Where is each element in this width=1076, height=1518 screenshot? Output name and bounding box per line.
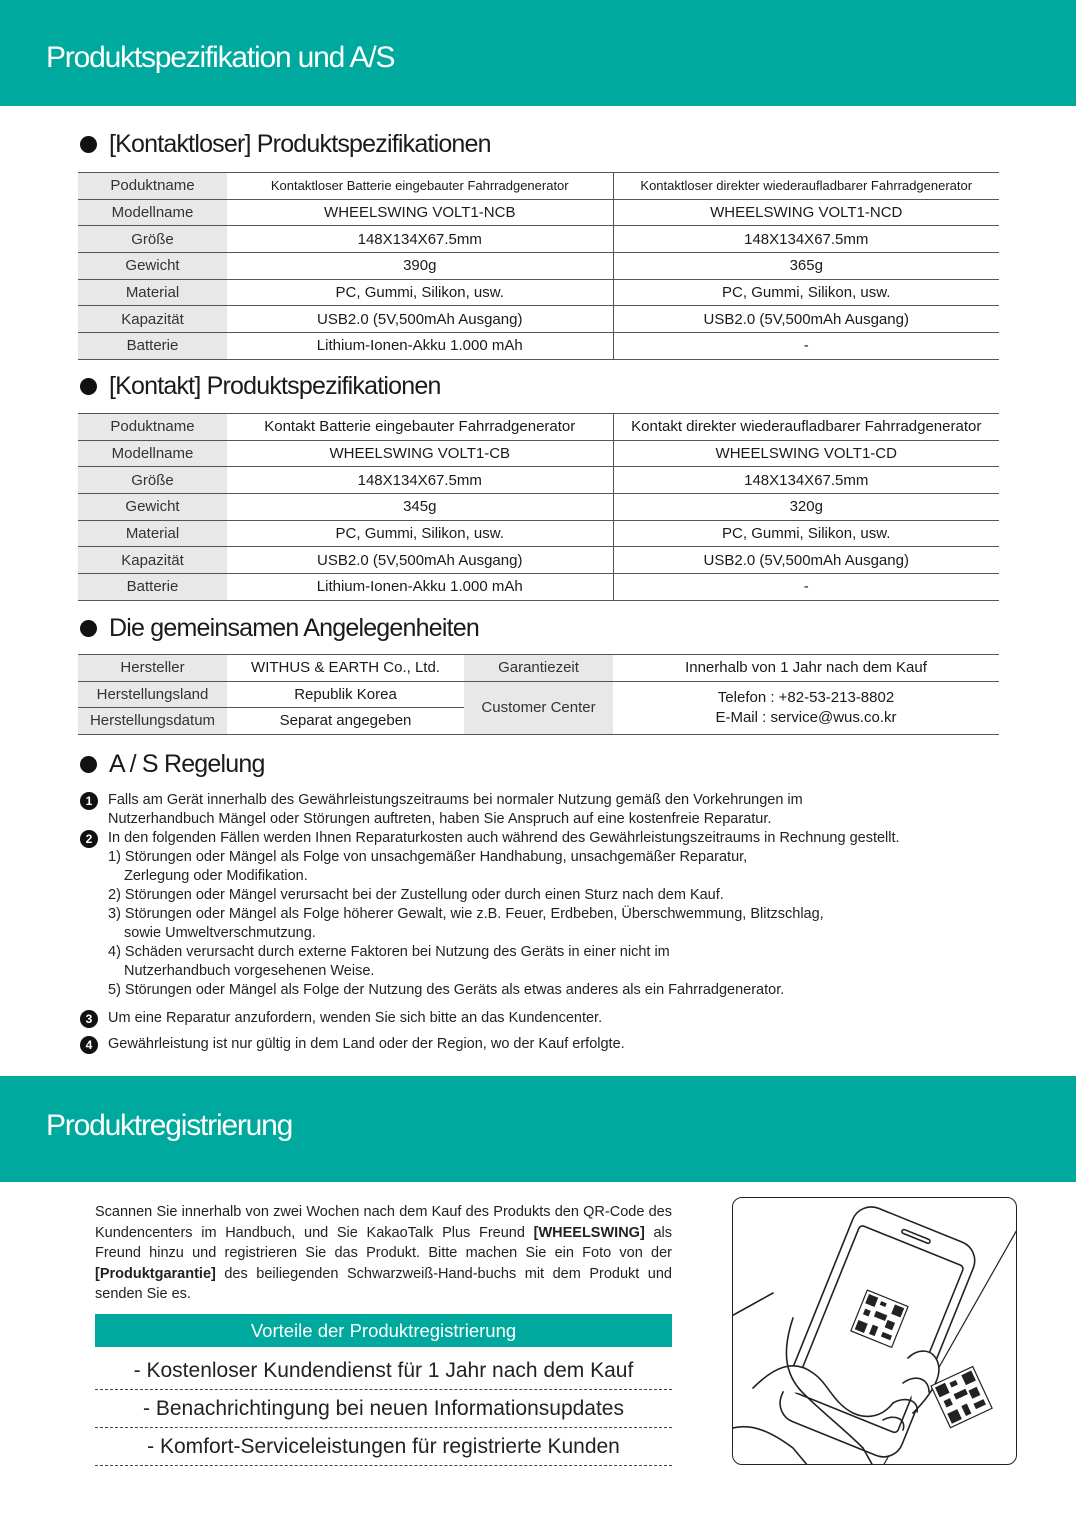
spec-value-2: Kontakt direkter wiederaufladbarer Fahrradgenerator (613, 414, 999, 441)
spec-label: Gewicht (78, 253, 227, 280)
spec-value-1: USB2.0 (5V,500mAh Ausgang) (227, 306, 613, 333)
benefits-title-bar: Vorteile der Produktregistrierung (95, 1314, 672, 1347)
spec-row (78, 279, 999, 306)
registration-text-part: als Freund hinzu und registrieren Sie das Produkt. Bitte machen Sie ein Foto von der (95, 1224, 672, 1261)
spec-value-1: 345g (227, 494, 613, 521)
registration-text-part: des beiliegenden Schwarzweiß-Hand-buchs mit dem Produkt und senden Sie es. (95, 1265, 672, 1302)
number-2-icon: 2 (80, 830, 98, 848)
spec-label: Größe (78, 467, 227, 494)
spec-banner (0, 0, 1076, 106)
spec-value-1: Lithium-Ionen-Akku 1.000 mAh (227, 333, 613, 360)
as-rule-text: Um eine Reparatur anzufordern, wenden Sie sich bitte an das Kundencenter. (108, 1010, 603, 1026)
spec-value-2: WHEELSWING VOLT1-CD (613, 440, 999, 467)
spec-value-1: Kontakt Batterie eingebauter Fahrradgenerator (227, 414, 613, 441)
as-subitem-cont: Nutzerhandbuch vorgesehenen Weise. (124, 963, 375, 979)
spec-row (78, 253, 999, 280)
common-info-table (78, 654, 999, 735)
section-contactless-title (80, 130, 491, 159)
registration-instructions (95, 1202, 672, 1305)
spec-value-2: Kontaktloser direkter wiederaufladbarer Fahrradgenerator (613, 173, 999, 200)
spec-row (78, 226, 999, 253)
spec-value-2: PC, Gummi, Silikon, usw. (613, 279, 999, 306)
as-rule-item (80, 1009, 1007, 1028)
spec-value-1: PC, Gummi, Silikon, usw. (227, 520, 613, 547)
spec-value-2: - (613, 574, 999, 601)
benefit-item: - Kostenloser Kundendienst für 1 Jahr nach dem Kauf (95, 1352, 672, 1390)
section-as-title (80, 750, 265, 779)
spec-row (78, 547, 999, 574)
spec-label: Modellname (78, 440, 227, 467)
land-label: Herstellungsland (78, 681, 227, 708)
land-value: Republik Korea (227, 681, 464, 708)
center-label: Customer Center (464, 681, 613, 734)
spec-row (78, 414, 999, 441)
spec-value-1: 390g (227, 253, 613, 280)
garantie-label: Garantiezeit (464, 655, 613, 682)
contactless-spec-table (78, 172, 999, 360)
spec-value-2: 320g (613, 494, 999, 521)
spec-row (78, 467, 999, 494)
bullet-dot-icon (80, 136, 97, 153)
spec-label: Material (78, 520, 227, 547)
center-email: E-Mail : service@wus.co.kr (715, 708, 897, 726)
number-3-icon: 3 (80, 1010, 98, 1028)
spec-value-1: Kontaktloser Batterie eingebauter Fahrradgenerator (227, 173, 613, 200)
as-subitem-cont: Zerlegung oder Modifikation. (124, 868, 308, 884)
as-sublist (108, 848, 1007, 1000)
spec-label: Poduktname (78, 173, 227, 200)
as-subitem: 1) Störungen oder Mängel als Folge von unsachgemäßer Handhabung, unsachgemäßer Reparatur, (108, 849, 748, 865)
spec-label: Modellname (78, 199, 227, 226)
spec-row (78, 306, 999, 333)
as-rule-text: Nutzerhandbuch Mängel oder Störungen auftreten, haben Sie Anspruch auf eine kostenfreie Reparatur. (108, 811, 772, 827)
spec-row (78, 520, 999, 547)
spec-value-1: PC, Gummi, Silikon, usw. (227, 279, 613, 306)
spec-row (78, 494, 999, 521)
spec-label: Material (78, 279, 227, 306)
as-rule-text: Falls am Gerät innerhalb des Gewährleistungszeitraums bei normaler Nutzung gemäß den Vorkehrungen im (108, 792, 803, 808)
as-rules-list (85, 791, 1007, 1054)
spec-value-1: USB2.0 (5V,500mAh Ausgang) (227, 547, 613, 574)
section-contact-heading: [Kontakt] Produktspezifikationen (109, 372, 441, 400)
section-contact-title (80, 372, 441, 401)
spec-label: Batterie (78, 574, 227, 601)
spec-value-2: USB2.0 (5V,500mAh Ausgang) (613, 547, 999, 574)
spec-value-1: WHEELSWING VOLT1-CB (227, 440, 613, 467)
spec-value-2: 148X134X67.5mm (613, 226, 999, 253)
spec-row (78, 199, 999, 226)
spec-label: Kapazität (78, 547, 227, 574)
as-rule-item (80, 829, 1007, 1000)
section-contactless-heading: [Kontaktloser] Produktspezifikationen (109, 130, 491, 158)
spec-banner-title: Produktspezifikation und A/S (46, 41, 395, 74)
section-as-heading: A / S Regelung (109, 750, 265, 778)
hersteller-label: Hersteller (78, 655, 227, 682)
spec-row (78, 173, 999, 200)
registration-text-bold: [Produktgarantie] (95, 1265, 216, 1282)
section-common-title (80, 614, 479, 643)
datum-value: Separat angegeben (227, 708, 464, 735)
as-rule-item (80, 1035, 1007, 1054)
registration-text-bold: [WHEELSWING] (533, 1224, 645, 1241)
spec-value-1: WHEELSWING VOLT1-NCB (227, 199, 613, 226)
datum-label: Herstellungsdatum (78, 708, 227, 735)
as-rule-text: In den folgenden Fällen werden Ihnen Reparaturkosten auch während des Gewährleistungszeitraums in Rechnung gestellt. (108, 830, 900, 846)
center-telefon: Telefon : +82-53-213-8802 (717, 688, 895, 706)
bullet-dot-icon (80, 620, 97, 637)
spec-value-2: 148X134X67.5mm (613, 467, 999, 494)
spec-row (78, 440, 999, 467)
spec-row (78, 333, 999, 360)
as-rule-text: Gewährleistung ist nur gültig in dem Land oder der Region, wo der Kauf erfolgte. (108, 1036, 625, 1052)
hand-holding-phone-qr-icon (732, 1197, 1017, 1465)
spec-label: Gewicht (78, 494, 227, 521)
as-rule-item (80, 791, 1007, 829)
spec-label: Größe (78, 226, 227, 253)
as-subitem: 2) Störungen oder Mängel verursacht bei der Zustellung oder durch einen Sturz nach dem Kauf. (108, 887, 724, 903)
number-1-icon: 1 (80, 792, 98, 810)
as-subitem: 5) Störungen oder Mängel als Folge der Nutzung des Geräts als etwas anderes als ein Fahrradgenerator. (108, 982, 785, 998)
bullet-dot-icon (80, 756, 97, 773)
spec-value-2: 365g (613, 253, 999, 280)
as-subitem: 4) Schäden verursacht durch externe Faktoren bei Nutzung des Geräts in einer nicht im (108, 944, 670, 960)
spec-value-2: WHEELSWING VOLT1-NCD (613, 199, 999, 226)
spec-value-2: - (613, 333, 999, 360)
spec-label: Kapazität (78, 306, 227, 333)
registration-text-part: Scannen Sie innerhalb von zwei Wochen nach dem Kauf des Produkts den QR-Code des Kundencenters im Handbuch, und Sie KakaoTalk Plus Freund (95, 1204, 672, 1241)
spec-value-2: PC, Gummi, Silikon, usw. (613, 520, 999, 547)
spec-row (78, 574, 999, 601)
spec-label: Poduktname (78, 414, 227, 441)
center-contact (613, 681, 999, 734)
spec-value-1: 148X134X67.5mm (227, 226, 613, 253)
registration-banner (0, 1076, 1076, 1182)
hersteller-value: WITHUS & EARTH Co., Ltd. (227, 655, 464, 682)
spec-label: Batterie (78, 333, 227, 360)
spec-value-1: Lithium-Ionen-Akku 1.000 mAh (227, 574, 613, 601)
as-subitem-cont: sowie Umweltverschmutzung. (124, 925, 316, 941)
benefit-item: - Benachrichtingung bei neuen Informationsupdates (95, 1390, 672, 1428)
benefit-item: - Komfort-Serviceleistungen für registrierte Kunden (95, 1428, 672, 1466)
as-subitem: 3) Störungen oder Mängel als Folge höherer Gewalt, wie z.B. Feuer, Erdbeben, Überschwemmung, Blitzschlag, (108, 906, 824, 922)
spec-value-1: 148X134X67.5mm (227, 467, 613, 494)
contact-spec-table (78, 413, 999, 601)
number-4-icon: 4 (80, 1036, 98, 1054)
spec-value-2: USB2.0 (5V,500mAh Ausgang) (613, 306, 999, 333)
registration-banner-title: Produktregistrierung (46, 1109, 293, 1142)
section-common-heading: Die gemeinsamen Angelegenheiten (109, 614, 479, 642)
garantie-value: Innerhalb von 1 Jahr nach dem Kauf (613, 655, 999, 682)
bullet-dot-icon (80, 378, 97, 395)
